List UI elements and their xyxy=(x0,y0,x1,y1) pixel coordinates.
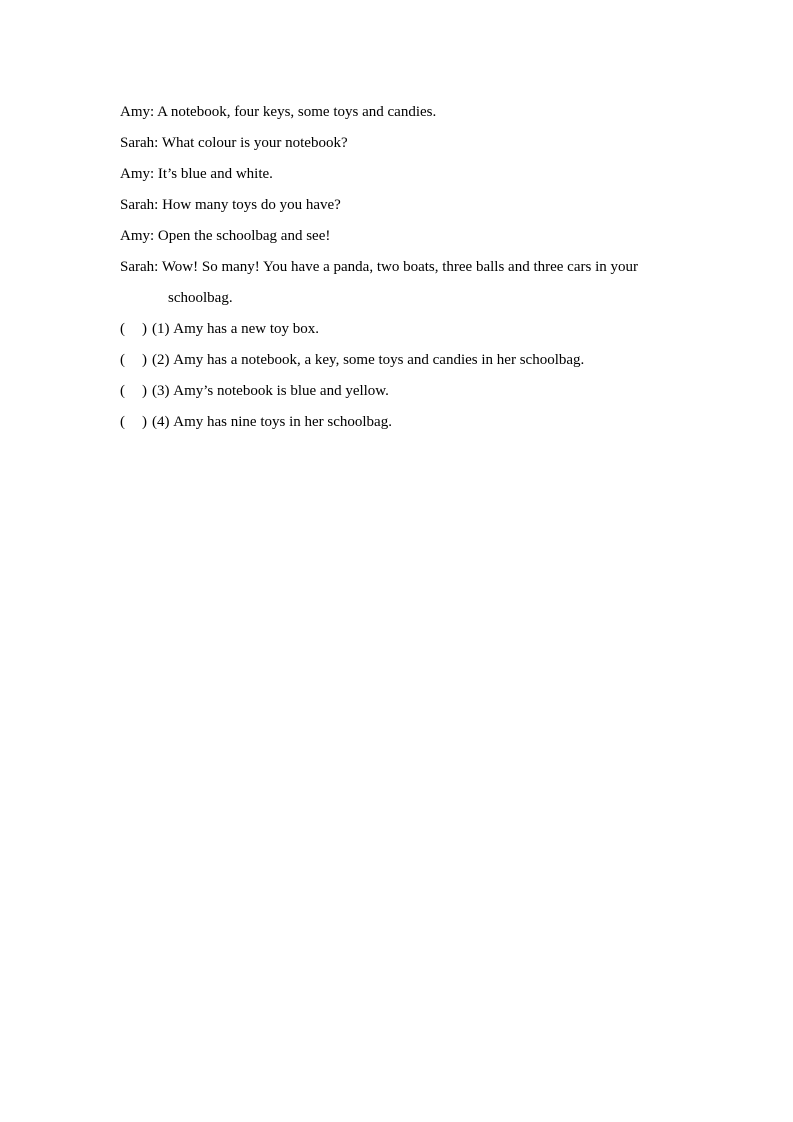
dialogue-line xyxy=(120,163,680,194)
question-text: Amy has a new toy box. xyxy=(173,321,320,337)
question-text: Amy’s notebook is blue and yellow. xyxy=(173,383,389,399)
true-false-question xyxy=(120,318,680,349)
dialogue-text: Wow! So many! You have a panda, two boats, three balls and three cars in your xyxy=(161,259,638,275)
true-false-question xyxy=(120,380,680,411)
dialogue-text: What colour is your notebook? xyxy=(161,135,348,151)
question-number: (2) xyxy=(152,352,170,368)
dialogue-line xyxy=(120,101,680,132)
dialogue-line xyxy=(120,256,680,287)
answer-blank-open: ( xyxy=(120,414,125,430)
question-text: Amy has nine toys in her schoolbag. xyxy=(173,414,392,430)
dialogue-text: A notebook, four keys, some toys and candies. xyxy=(157,104,437,120)
answer-blank-open: ( xyxy=(120,383,125,399)
answer-blank-close: ) xyxy=(142,352,147,368)
true-false-question xyxy=(120,411,680,442)
dialogue-text: It’s blue and white. xyxy=(157,166,273,182)
question-text: Amy has a notebook, a key, some toys and candies in her schoolbag. xyxy=(173,352,585,368)
speaker-label: Amy: xyxy=(120,104,155,120)
answer-blank-close: ) xyxy=(142,414,147,430)
question-number: (1) xyxy=(152,321,170,337)
answer-blank-open: ( xyxy=(120,321,125,337)
dialogue-continuation xyxy=(120,287,680,318)
question-number: (4) xyxy=(152,414,170,430)
answer-blank-open: ( xyxy=(120,352,125,368)
dialogue-line xyxy=(120,132,680,163)
answer-blank-close: ) xyxy=(142,321,147,337)
dialogue-text: How many toys do you have? xyxy=(162,197,341,213)
dialogue-line xyxy=(120,194,680,225)
reading-passage xyxy=(120,101,680,442)
question-number: (3) xyxy=(152,383,170,399)
dialogue-text: Open the schoolbag and see! xyxy=(157,228,331,244)
dialogue-text: schoolbag. xyxy=(168,290,233,306)
speaker-label: Sarah: xyxy=(120,135,159,151)
true-false-question xyxy=(120,349,680,380)
speaker-label: Amy: xyxy=(120,166,155,182)
speaker-label: Amy: xyxy=(120,228,155,244)
dialogue-line xyxy=(120,225,680,256)
speaker-label: Sarah: xyxy=(120,259,159,275)
speaker-label: Sarah: xyxy=(120,197,159,213)
answer-blank-close: ) xyxy=(142,383,147,399)
